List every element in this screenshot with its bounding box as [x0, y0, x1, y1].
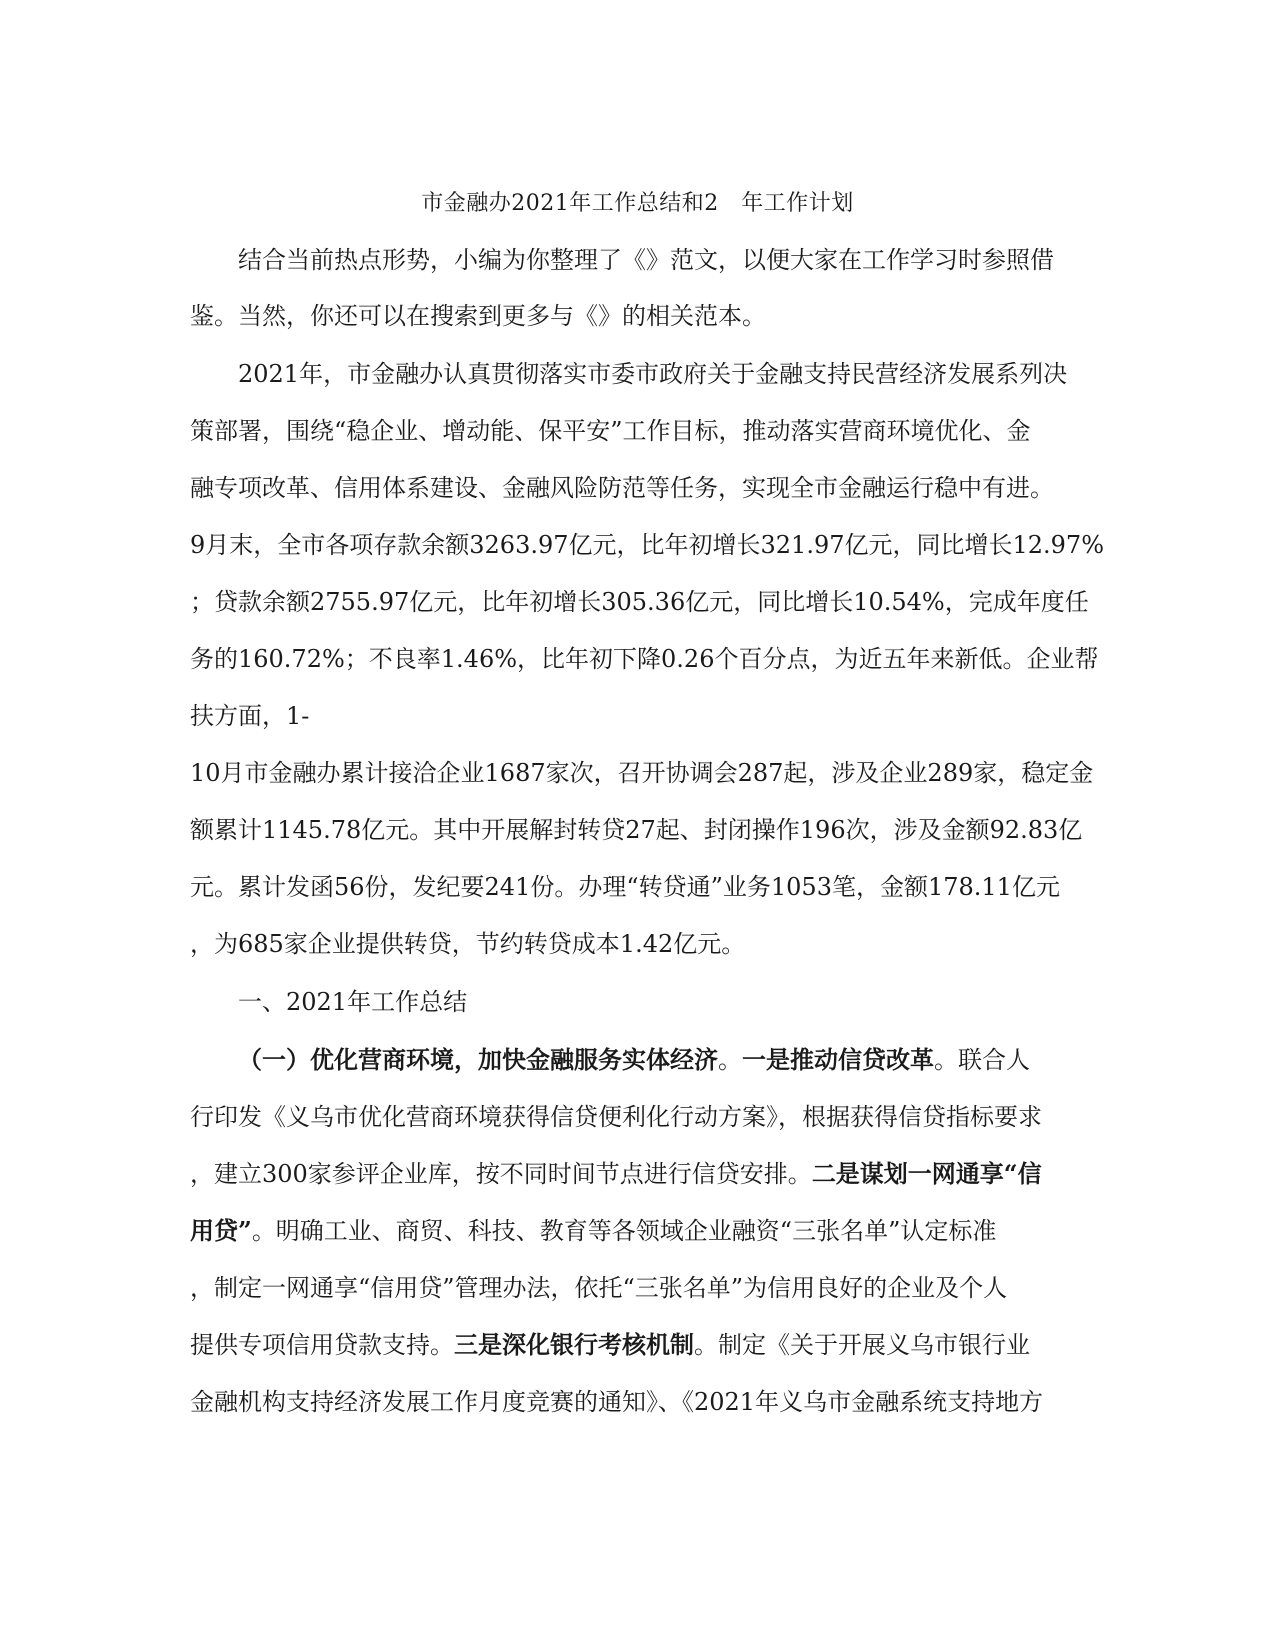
paragraph-line: 元。累计发函56份，发纪要241份。办理“转贷通”业务1053笔，金额178.11亿元 [190, 873, 1060, 901]
text-run: 。联合人 [934, 1046, 1030, 1074]
paragraph-line: 策部署，围绕“稳企业、增动能、保平安”工作目标，推动落实营商环境优化、金 [190, 417, 1031, 445]
paragraph-line: ；贷款余额2755.97亿元，比年初增长305.36亿元，同比增长10.54%，完成年度任 [190, 588, 1089, 616]
text-run: ，建立300家参评企业库，按不同时间节点进行信贷安排。 [190, 1160, 812, 1188]
paragraph-line: ，为685家企业提供转贷，节约转贷成本1.42亿元。 [190, 930, 746, 958]
text-run: 。 [718, 1046, 742, 1074]
paragraph-line [190, 1214, 1090, 1248]
paragraph-line: 9月末，全市各项存款余额3263.97亿元，比年初增长321.97亿元，同比增长12.97% [190, 531, 1105, 559]
paragraph-line: 额累计1145.78亿元。其中开展解封转贷27起、封闭操作196次，涉及金额92.83亿 [190, 816, 1083, 844]
paragraph-line: 行印发《义乌市优化营商环境获得信贷便利化行动方案》，根据获得信贷指标要求 [190, 1103, 1042, 1131]
paragraph-line [190, 1328, 1090, 1362]
paragraph-line: 鉴。当然，你还可以在搜索到更多与《》的相关范本。 [190, 302, 766, 330]
text-run: 。制定《关于开展义乌市银行业 [694, 1331, 1030, 1359]
paragraph-line: 结合当前热点形势，小编为你整理了《》范文，以便大家在工作学习时参照借 [238, 246, 1054, 274]
paragraph-line [190, 1157, 1090, 1191]
paragraph-line: 务的160.72%；不良率1.46%，比年初下降0.26个百分点，为近五年来新低。企业帮 [190, 645, 1099, 673]
bold-run: 一是推动信贷改革 [742, 1045, 934, 1074]
paragraph-line: 扶方面，1- [190, 702, 310, 730]
paragraph-line: 融专项改革、信用体系建设、金融风险防范等任务，实现全市金融运行稳中有进。 [190, 474, 1054, 502]
paragraph-line: 金融机构支持经济发展工作月度竞赛的通知》、《2021年义乌市金融系统支持地方 [190, 1388, 1044, 1416]
paragraph-line: 10月市金融办累计接洽企业1687家次，召开协调会287起，涉及企业289家，稳定金 [190, 759, 1094, 787]
text-run: 提供专项信用贷款支持。 [190, 1331, 454, 1359]
document-title: 市金融办2021年工作总结和2 年工作计划 [421, 191, 854, 216]
bold-run: 三是深化银行考核机制 [454, 1330, 694, 1359]
bold-run: 二是谋划一网通享“信 [811, 1159, 1042, 1188]
text-run: 。明确工业、商贸、科技、教育等各领域企业融资“三张名单”认定标准 [251, 1217, 997, 1245]
paragraph-line: 2021年，市金融办认真贯彻落实市委市政府关于金融支持民营经济发展系列决 [238, 360, 1068, 388]
bold-run: 用贷” [190, 1216, 252, 1245]
paragraph-line [238, 1043, 1138, 1077]
section-heading: 一、2021年工作总结 [238, 988, 468, 1016]
paragraph-line: ，制定一网通享“信用贷”管理办法，依托“三张名单”为信用良好的企业及个人 [190, 1274, 1008, 1302]
subsection-heading: （一）优化营商环境，加快金融服务实体经济 [238, 1045, 718, 1074]
